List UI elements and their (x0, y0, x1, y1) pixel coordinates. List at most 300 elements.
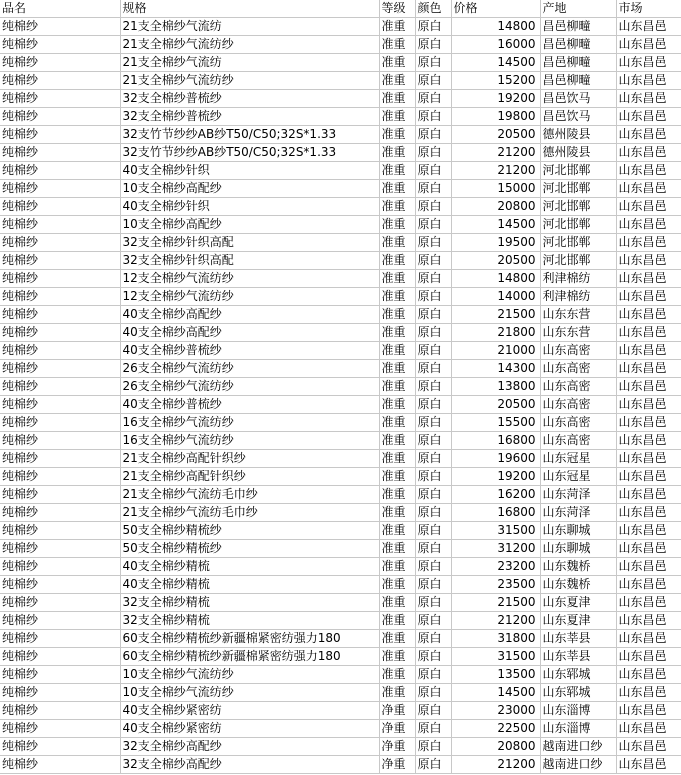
cell-origin: 山东高密 (540, 342, 616, 360)
cell-color: 原白 (415, 558, 451, 576)
cell-market: 山东昌邑 (616, 288, 681, 306)
cell-color: 原白 (415, 594, 451, 612)
cell-product: 纯棉纱 (0, 666, 120, 684)
cell-market: 山东昌邑 (616, 378, 681, 396)
cell-market: 山东昌邑 (616, 162, 681, 180)
cell-market: 山东昌邑 (616, 432, 681, 450)
cell-price: 20500 (451, 252, 540, 270)
cell-price: 23000 (451, 702, 540, 720)
cell-color: 原白 (415, 378, 451, 396)
cell-grade: 准重 (379, 468, 415, 486)
cell-product: 纯棉纱 (0, 324, 120, 342)
cell-price: 14000 (451, 288, 540, 306)
cell-grade: 准重 (379, 504, 415, 522)
cell-spec: 50支全棉纱精梳纱 (120, 522, 379, 540)
cell-product: 纯棉纱 (0, 522, 120, 540)
cell-origin: 德州陵县 (540, 126, 616, 144)
table-row (0, 486, 681, 504)
cell-product: 纯棉纱 (0, 684, 120, 702)
cell-spec: 32支全棉纱精梳 (120, 594, 379, 612)
column-header-color: 颜色 (415, 0, 451, 18)
cell-grade: 准重 (379, 576, 415, 594)
cell-color: 原白 (415, 756, 451, 774)
cell-spec: 10支全棉纱高配纱 (120, 180, 379, 198)
cell-grade: 准重 (379, 684, 415, 702)
cell-grade: 准重 (379, 324, 415, 342)
cell-market: 山东昌邑 (616, 720, 681, 738)
table-row (0, 72, 681, 90)
cell-color: 原白 (415, 180, 451, 198)
cell-market: 山东昌邑 (616, 684, 681, 702)
cell-color: 原白 (415, 432, 451, 450)
cell-spec: 40支全棉纱普梳纱 (120, 342, 379, 360)
cell-origin: 河北邯郸 (540, 180, 616, 198)
cell-price: 21500 (451, 594, 540, 612)
cell-price: 19600 (451, 450, 540, 468)
column-header-price: 价格 (451, 0, 540, 18)
cell-market: 山东昌邑 (616, 198, 681, 216)
table-row (0, 144, 681, 162)
cell-product: 纯棉纱 (0, 36, 120, 54)
cell-grade: 准重 (379, 594, 415, 612)
cell-product: 纯棉纱 (0, 90, 120, 108)
cell-spec: 40支全棉纱精梳 (120, 576, 379, 594)
cell-origin: 越南进口纱 (540, 756, 616, 774)
table-body (0, 18, 681, 774)
cell-origin: 山东淄博 (540, 720, 616, 738)
cell-color: 原白 (415, 162, 451, 180)
cell-color: 原白 (415, 486, 451, 504)
cell-origin: 河北邯郸 (540, 162, 616, 180)
cell-product: 纯棉纱 (0, 486, 120, 504)
cell-color: 原白 (415, 738, 451, 756)
cell-market: 山东昌邑 (616, 738, 681, 756)
column-header-spec: 规格 (120, 0, 379, 18)
cell-color: 原白 (415, 18, 451, 36)
cell-price: 21000 (451, 342, 540, 360)
table-row (0, 630, 681, 648)
cell-market: 山东昌邑 (616, 18, 681, 36)
cell-spec: 40支全棉纱精梳 (120, 558, 379, 576)
cell-spec: 10支全棉纱高配纱 (120, 216, 379, 234)
cell-origin: 河北邯郸 (540, 198, 616, 216)
cell-market: 山东昌邑 (616, 414, 681, 432)
cell-spec: 12支全棉纱气流纺纱 (120, 270, 379, 288)
cell-origin: 山东魏桥 (540, 558, 616, 576)
cell-product: 纯棉纱 (0, 126, 120, 144)
cell-origin: 山东菏泽 (540, 486, 616, 504)
cell-price: 16200 (451, 486, 540, 504)
cell-product: 纯棉纱 (0, 414, 120, 432)
cell-product: 纯棉纱 (0, 108, 120, 126)
cell-market: 山东昌邑 (616, 612, 681, 630)
cell-spec: 32支全棉纱高配纱 (120, 738, 379, 756)
cell-origin: 昌邑柳疃 (540, 72, 616, 90)
cell-spec: 21支全棉纱气流纺纱 (120, 72, 379, 90)
cell-origin: 山东莘县 (540, 648, 616, 666)
cell-color: 原白 (415, 450, 451, 468)
table-row (0, 306, 681, 324)
cell-grade: 准重 (379, 666, 415, 684)
cell-market: 山东昌邑 (616, 306, 681, 324)
cell-spec: 40支全棉纱高配纱 (120, 324, 379, 342)
cell-product: 纯棉纱 (0, 270, 120, 288)
table-row (0, 540, 681, 558)
cell-spec: 21支全棉纱高配针织纱 (120, 468, 379, 486)
cell-grade: 准重 (379, 198, 415, 216)
cell-grade: 准重 (379, 72, 415, 90)
cell-market: 山东昌邑 (616, 396, 681, 414)
cell-market: 山东昌邑 (616, 666, 681, 684)
table-row (0, 90, 681, 108)
cell-spec: 40支全棉纱紧密纺 (120, 720, 379, 738)
cell-product: 纯棉纱 (0, 720, 120, 738)
table-row (0, 162, 681, 180)
cell-origin: 德州陵县 (540, 144, 616, 162)
table-row (0, 396, 681, 414)
cell-color: 原白 (415, 468, 451, 486)
cell-grade: 净重 (379, 756, 415, 774)
cell-market: 山东昌邑 (616, 522, 681, 540)
cell-origin: 山东高密 (540, 432, 616, 450)
cell-price: 15200 (451, 72, 540, 90)
table-row (0, 234, 681, 252)
cell-grade: 准重 (379, 450, 415, 468)
cell-product: 纯棉纱 (0, 558, 120, 576)
cell-grade: 准重 (379, 630, 415, 648)
cell-price: 21200 (451, 144, 540, 162)
cell-origin: 山东郓城 (540, 666, 616, 684)
table-row (0, 522, 681, 540)
cell-origin: 山东菏泽 (540, 504, 616, 522)
cell-spec: 10支全棉纱气流纺纱 (120, 684, 379, 702)
cell-grade: 准重 (379, 108, 415, 126)
column-header-origin: 产地 (540, 0, 616, 18)
cell-price: 14800 (451, 18, 540, 36)
cell-grade: 准重 (379, 306, 415, 324)
cell-color: 原白 (415, 414, 451, 432)
cell-color: 原白 (415, 648, 451, 666)
table-row (0, 126, 681, 144)
cell-market: 山东昌邑 (616, 270, 681, 288)
cell-spec: 60支全棉纱精梳纱新疆棉紧密纺强力180 (120, 630, 379, 648)
cell-price: 23500 (451, 576, 540, 594)
cell-product: 纯棉纱 (0, 396, 120, 414)
cell-price: 15000 (451, 180, 540, 198)
cell-spec: 12支全棉纱气流纺纱 (120, 288, 379, 306)
cell-spec: 21支全棉纱高配针织纱 (120, 450, 379, 468)
header-row (0, 0, 681, 18)
cell-market: 山东昌邑 (616, 648, 681, 666)
cell-price: 21800 (451, 324, 540, 342)
cell-origin: 山东聊城 (540, 522, 616, 540)
cell-color: 原白 (415, 342, 451, 360)
table-row (0, 198, 681, 216)
cell-color: 原白 (415, 306, 451, 324)
cell-color: 原白 (415, 144, 451, 162)
cell-market: 山东昌邑 (616, 54, 681, 72)
column-header-product: 品名 (0, 0, 120, 18)
cell-color: 原白 (415, 234, 451, 252)
cell-spec: 21支全棉纱气流纺 (120, 18, 379, 36)
cell-origin: 山东郓城 (540, 684, 616, 702)
cell-product: 纯棉纱 (0, 738, 120, 756)
cell-spec: 32支竹节纱纱AB纱T50/C50;32S*1.33 (120, 144, 379, 162)
cell-color: 原白 (415, 540, 451, 558)
cell-color: 原白 (415, 90, 451, 108)
cell-product: 纯棉纱 (0, 756, 120, 774)
cell-color: 原白 (415, 72, 451, 90)
table-row (0, 702, 681, 720)
cell-price: 20500 (451, 126, 540, 144)
cell-color: 原白 (415, 198, 451, 216)
cell-market: 山东昌邑 (616, 486, 681, 504)
cell-color: 原白 (415, 252, 451, 270)
table-row (0, 666, 681, 684)
cell-spec: 32支全棉纱普梳纱 (120, 108, 379, 126)
table-row (0, 36, 681, 54)
cell-color: 原白 (415, 576, 451, 594)
cell-market: 山东昌邑 (616, 756, 681, 774)
cell-market: 山东昌邑 (616, 216, 681, 234)
cell-market: 山东昌邑 (616, 630, 681, 648)
cell-price: 13800 (451, 378, 540, 396)
cell-product: 纯棉纱 (0, 540, 120, 558)
table-row (0, 252, 681, 270)
cell-market: 山东昌邑 (616, 90, 681, 108)
cell-grade: 准重 (379, 342, 415, 360)
cell-price: 14500 (451, 54, 540, 72)
cell-origin: 河北邯郸 (540, 234, 616, 252)
cell-spec: 40支全棉纱普梳纱 (120, 396, 379, 414)
cell-grade: 净重 (379, 702, 415, 720)
cell-price: 13500 (451, 666, 540, 684)
cell-product: 纯棉纱 (0, 360, 120, 378)
table-row (0, 378, 681, 396)
cell-color: 原白 (415, 360, 451, 378)
cell-price: 31200 (451, 540, 540, 558)
cell-market: 山东昌邑 (616, 234, 681, 252)
cell-grade: 准重 (379, 432, 415, 450)
cell-market: 山东昌邑 (616, 360, 681, 378)
cell-grade: 准重 (379, 558, 415, 576)
cell-spec: 40支全棉纱针织 (120, 162, 379, 180)
cell-origin: 山东东营 (540, 306, 616, 324)
cell-market: 山东昌邑 (616, 576, 681, 594)
cell-color: 原白 (415, 216, 451, 234)
cell-market: 山东昌邑 (616, 504, 681, 522)
cell-spec: 32支全棉纱针织高配 (120, 252, 379, 270)
cell-price: 19500 (451, 234, 540, 252)
table-row (0, 432, 681, 450)
cell-grade: 准重 (379, 360, 415, 378)
cell-price: 14500 (451, 684, 540, 702)
cell-color: 原白 (415, 504, 451, 522)
cell-spec: 16支全棉纱气流纺纱 (120, 432, 379, 450)
cell-spec: 32支全棉纱针织高配 (120, 234, 379, 252)
cell-product: 纯棉纱 (0, 432, 120, 450)
cell-grade: 准重 (379, 378, 415, 396)
cell-product: 纯棉纱 (0, 648, 120, 666)
cell-origin: 山东淄博 (540, 702, 616, 720)
cell-product: 纯棉纱 (0, 378, 120, 396)
cell-price: 31500 (451, 522, 540, 540)
table-row (0, 648, 681, 666)
table-row (0, 756, 681, 774)
cell-price: 20500 (451, 396, 540, 414)
cell-color: 原白 (415, 612, 451, 630)
cell-market: 山东昌邑 (616, 468, 681, 486)
cell-origin: 河北邯郸 (540, 252, 616, 270)
table-row (0, 342, 681, 360)
cell-spec: 16支全棉纱气流纺纱 (120, 414, 379, 432)
cell-price: 16800 (451, 432, 540, 450)
cell-grade: 准重 (379, 612, 415, 630)
cell-grade: 准重 (379, 270, 415, 288)
cell-price: 14800 (451, 270, 540, 288)
cell-color: 原白 (415, 720, 451, 738)
table-row (0, 18, 681, 36)
table-row (0, 108, 681, 126)
cell-origin: 昌邑饮马 (540, 90, 616, 108)
cell-product: 纯棉纱 (0, 306, 120, 324)
cell-spec: 40支全棉纱针织 (120, 198, 379, 216)
cell-spec: 32支全棉纱高配纱 (120, 756, 379, 774)
cell-origin: 利津棉纺 (540, 288, 616, 306)
cell-price: 16800 (451, 504, 540, 522)
table-row (0, 54, 681, 72)
cell-price: 31500 (451, 648, 540, 666)
cell-market: 山东昌邑 (616, 252, 681, 270)
cell-color: 原白 (415, 54, 451, 72)
table-row (0, 504, 681, 522)
cell-market: 山东昌邑 (616, 558, 681, 576)
cell-grade: 准重 (379, 486, 415, 504)
cell-origin: 越南进口纱 (540, 738, 616, 756)
cell-product: 纯棉纱 (0, 144, 120, 162)
cell-product: 纯棉纱 (0, 18, 120, 36)
cell-grade: 准重 (379, 126, 415, 144)
table-row (0, 576, 681, 594)
cell-color: 原白 (415, 126, 451, 144)
cell-color: 原白 (415, 36, 451, 54)
cell-origin: 山东冠星 (540, 450, 616, 468)
cell-product: 纯棉纱 (0, 468, 120, 486)
cell-product: 纯棉纱 (0, 288, 120, 306)
cell-market: 山东昌邑 (616, 342, 681, 360)
cell-product: 纯棉纱 (0, 612, 120, 630)
cell-product: 纯棉纱 (0, 342, 120, 360)
cell-market: 山东昌邑 (616, 72, 681, 90)
cell-spec: 32支全棉纱普梳纱 (120, 90, 379, 108)
cell-market: 山东昌邑 (616, 36, 681, 54)
cell-price: 31800 (451, 630, 540, 648)
cell-spec: 60支全棉纱精梳纱新疆棉紧密纺强力180 (120, 648, 379, 666)
cell-product: 纯棉纱 (0, 216, 120, 234)
cell-product: 纯棉纱 (0, 576, 120, 594)
cell-grade: 准重 (379, 54, 415, 72)
cell-market: 山东昌邑 (616, 702, 681, 720)
cell-market: 山东昌邑 (616, 540, 681, 558)
cell-grade: 准重 (379, 234, 415, 252)
table-row (0, 324, 681, 342)
cell-product: 纯棉纱 (0, 162, 120, 180)
cell-spec: 21支全棉纱气流纺纱 (120, 36, 379, 54)
cell-origin: 山东夏津 (540, 594, 616, 612)
cell-product: 纯棉纱 (0, 630, 120, 648)
table-row (0, 414, 681, 432)
cell-product: 纯棉纱 (0, 54, 120, 72)
cell-product: 纯棉纱 (0, 180, 120, 198)
cell-spec: 40支全棉纱紧密纺 (120, 702, 379, 720)
table-row (0, 216, 681, 234)
cell-grade: 准重 (379, 36, 415, 54)
cell-origin: 山东高密 (540, 396, 616, 414)
cell-color: 原白 (415, 396, 451, 414)
cell-spec: 26支全棉纱气流纺纱 (120, 360, 379, 378)
cell-price: 21200 (451, 612, 540, 630)
cell-product: 纯棉纱 (0, 198, 120, 216)
cell-price: 19200 (451, 468, 540, 486)
cell-spec: 21支全棉纱气流纺毛巾纱 (120, 504, 379, 522)
cell-color: 原白 (415, 522, 451, 540)
cell-grade: 准重 (379, 90, 415, 108)
cell-market: 山东昌邑 (616, 144, 681, 162)
cell-origin: 昌邑柳疃 (540, 36, 616, 54)
cell-price: 19800 (451, 108, 540, 126)
cell-origin: 利津棉纺 (540, 270, 616, 288)
cell-origin: 山东聊城 (540, 540, 616, 558)
cell-origin: 山东高密 (540, 378, 616, 396)
cell-color: 原白 (415, 270, 451, 288)
cell-color: 原白 (415, 666, 451, 684)
cell-spec: 32支竹节纱纱AB纱T50/C50;32S*1.33 (120, 126, 379, 144)
table-row (0, 180, 681, 198)
cell-product: 纯棉纱 (0, 504, 120, 522)
cell-grade: 净重 (379, 738, 415, 756)
cell-price: 23200 (451, 558, 540, 576)
cell-price: 20800 (451, 738, 540, 756)
table-row (0, 468, 681, 486)
table-row (0, 612, 681, 630)
cell-product: 纯棉纱 (0, 450, 120, 468)
table-row (0, 270, 681, 288)
cell-grade: 准重 (379, 396, 415, 414)
table-row (0, 288, 681, 306)
cell-spec: 10支全棉纱气流纺纱 (120, 666, 379, 684)
cell-price: 21200 (451, 162, 540, 180)
cell-origin: 山东莘县 (540, 630, 616, 648)
cell-price: 14300 (451, 360, 540, 378)
cell-grade: 准重 (379, 522, 415, 540)
cell-origin: 昌邑柳疃 (540, 54, 616, 72)
cell-price: 14500 (451, 216, 540, 234)
cell-product: 纯棉纱 (0, 234, 120, 252)
cell-spec: 21支全棉纱气流纺 (120, 54, 379, 72)
cell-price: 20800 (451, 198, 540, 216)
cell-spec: 21支全棉纱气流纺毛巾纱 (120, 486, 379, 504)
cell-product: 纯棉纱 (0, 252, 120, 270)
cell-product: 纯棉纱 (0, 594, 120, 612)
cell-product: 纯棉纱 (0, 72, 120, 90)
column-header-market: 市场 (616, 0, 681, 18)
table-row (0, 360, 681, 378)
cell-grade: 净重 (379, 720, 415, 738)
cell-price: 16000 (451, 36, 540, 54)
cell-spec: 40支全棉纱高配纱 (120, 306, 379, 324)
cell-origin: 河北邯郸 (540, 216, 616, 234)
cell-grade: 准重 (379, 180, 415, 198)
